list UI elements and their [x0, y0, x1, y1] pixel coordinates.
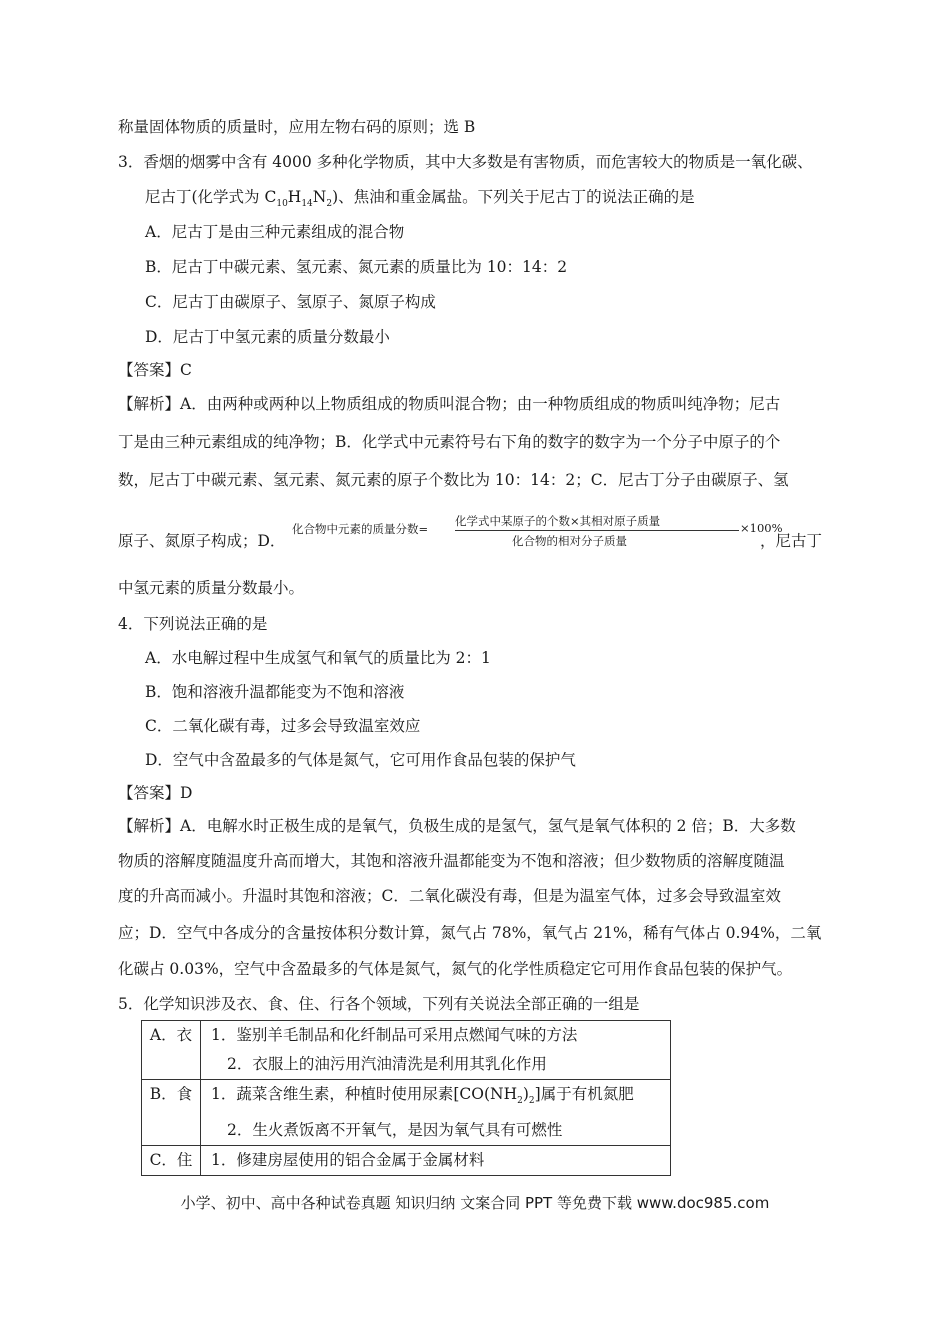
question-3-option-b: B．尼古丁中碳元素、氢元素、氮元素的质量比为 10：14：2 [145, 258, 568, 276]
question-4-option-b: B．饱和溶液升温都能变为不饱和溶液 [145, 683, 405, 701]
table-cell-statements [201, 1021, 671, 1080]
text-line: 称量固体物质的质量时，应用左物右码的原则；选 B [118, 118, 476, 136]
question-3-explanation: 【解析】A．由两种或两种以上物质组成的物质叫混合物；由一种物质组成的物质叫纯净物；尼古 [118, 395, 781, 413]
question-3-option-d: D．尼古丁中氢元素的质量分数最小 [145, 328, 390, 346]
question-5-stem: 5．化学知识涉及衣、食、住、行各个领域，下列有关说法全部正确的一组是 [118, 995, 640, 1013]
formula-numerator: 化学式中某原子的个数×其相对原子质量 [455, 514, 661, 528]
question-3-explanation: 中氢元素的质量分数最小。 [118, 579, 305, 597]
question-4-explanation: 度的升高而减小。升温时其饱和溶液；C．二氧化碳没有毒，但是为温室气体，过多会导致温室效 [118, 887, 781, 905]
table-row [142, 1021, 671, 1080]
question-4-explanation: 物质的溶解度随温度升高而增大，其饱和溶液升温都能变为不饱和溶液；但少数物质的溶解度随温 [118, 852, 785, 870]
mass-fraction-formula [292, 513, 783, 553]
table-row [142, 1080, 671, 1146]
question-3-stem: 3．香烟的烟雾中含有 4000 多种化学物质，其中大多数是有害物质，而危害较大的物质是一氧化碳、 [118, 153, 813, 171]
table-cell-key: C．住 [142, 1146, 201, 1176]
fraction-bar [455, 530, 739, 531]
statement: 1．蔬菜含维生素，种植时使用尿素$[CO(NH_2)_2]$属于有机氮肥 [211, 1085, 634, 1107]
question-4-explanation: 【解析】A．电解水时正极生成的是氧气，负极生成的是氢气，氢气是氧气体积的 2 倍；B．大多数 [118, 817, 796, 835]
table-row [142, 1146, 671, 1176]
table-cell-statements [201, 1080, 671, 1146]
question-4-explanation: 化碳占 0.03%，空气中含盈最多的气体是氮气，氮气的化学性质稳定它可用作食品包装的保护气。 [118, 960, 793, 978]
statement: 2．衣服上的油污用汽油清洗是利用其乳化作用 [227, 1055, 547, 1073]
question-5-options-table [141, 1020, 671, 1176]
formula-multiplier: ×100% [740, 521, 783, 535]
question-4-stem: 4．下列说法正确的是 [118, 615, 268, 633]
question-4-answer: 【答案】D [118, 784, 193, 802]
question-3-stem-cont: 尼古丁(化学式为 $C_{10}H_{14}N_2$)、焦油和重金属盐。下列关于尼古丁的说法正确的是 [145, 188, 695, 210]
question-3-option-a: A．尼古丁是由三种元素组成的混合物 [145, 223, 405, 241]
question-4-explanation: 应；D．空气中各成分的含量按体积分数计算，氮气占 78%，氧气占 21%，稀有气体占 0.94%，二氧 [118, 924, 822, 942]
statement: 1．修建房屋使用的铝合金属于金属材料 [211, 1151, 485, 1170]
table-cell-key: A．衣 [142, 1021, 201, 1080]
question-3-explanation: 原子、氮原子构成；D． [118, 532, 286, 550]
question-4-option-d: D．空气中含盈最多的气体是氮气，它可用作食品包装的保护气 [145, 751, 576, 769]
page-footer: 小学、初中、高中各种试卷真题 知识归纳 文案合同 PPT 等免费下载 www.doc985.com [180, 1194, 770, 1212]
question-4-option-c: C．二氧化碳有毒，过多会导致温室效应 [145, 717, 421, 735]
statement: 1．鉴别羊毛制品和化纤制品可采用点燃闻气味的方法 [211, 1026, 578, 1044]
question-3-answer: 【答案】C [118, 361, 192, 379]
question-3-explanation: ，尼古丁 [760, 532, 823, 550]
formula-lhs: 化合物中元素的质量分数= [292, 522, 429, 536]
table-cell-key: B．食 [142, 1080, 201, 1146]
question-3-explanation: 数，尼古丁中碳元素、氢元素、氮元素的原子个数比为 10：14：2；C．尼古丁分子由碳原子、氢 [118, 471, 789, 489]
question-3-option-c: C．尼古丁由碳原子、氢原子、氮原子构成 [145, 293, 436, 311]
statement: 2．生火煮饭离不开氧气，是因为氧气具有可燃性 [227, 1121, 563, 1140]
table-cell-statements [201, 1146, 671, 1176]
formula-denominator: 化合物的相对分子质量 [512, 534, 627, 548]
question-3-explanation: 丁是由三种元素组成的纯净物；B．化学式中元素符号右下角的数字的数字为一个分子中原子的个 [118, 433, 781, 451]
question-4-option-a: A．水电解过程中生成氢气和氧气的质量比为 2：1 [145, 649, 491, 667]
